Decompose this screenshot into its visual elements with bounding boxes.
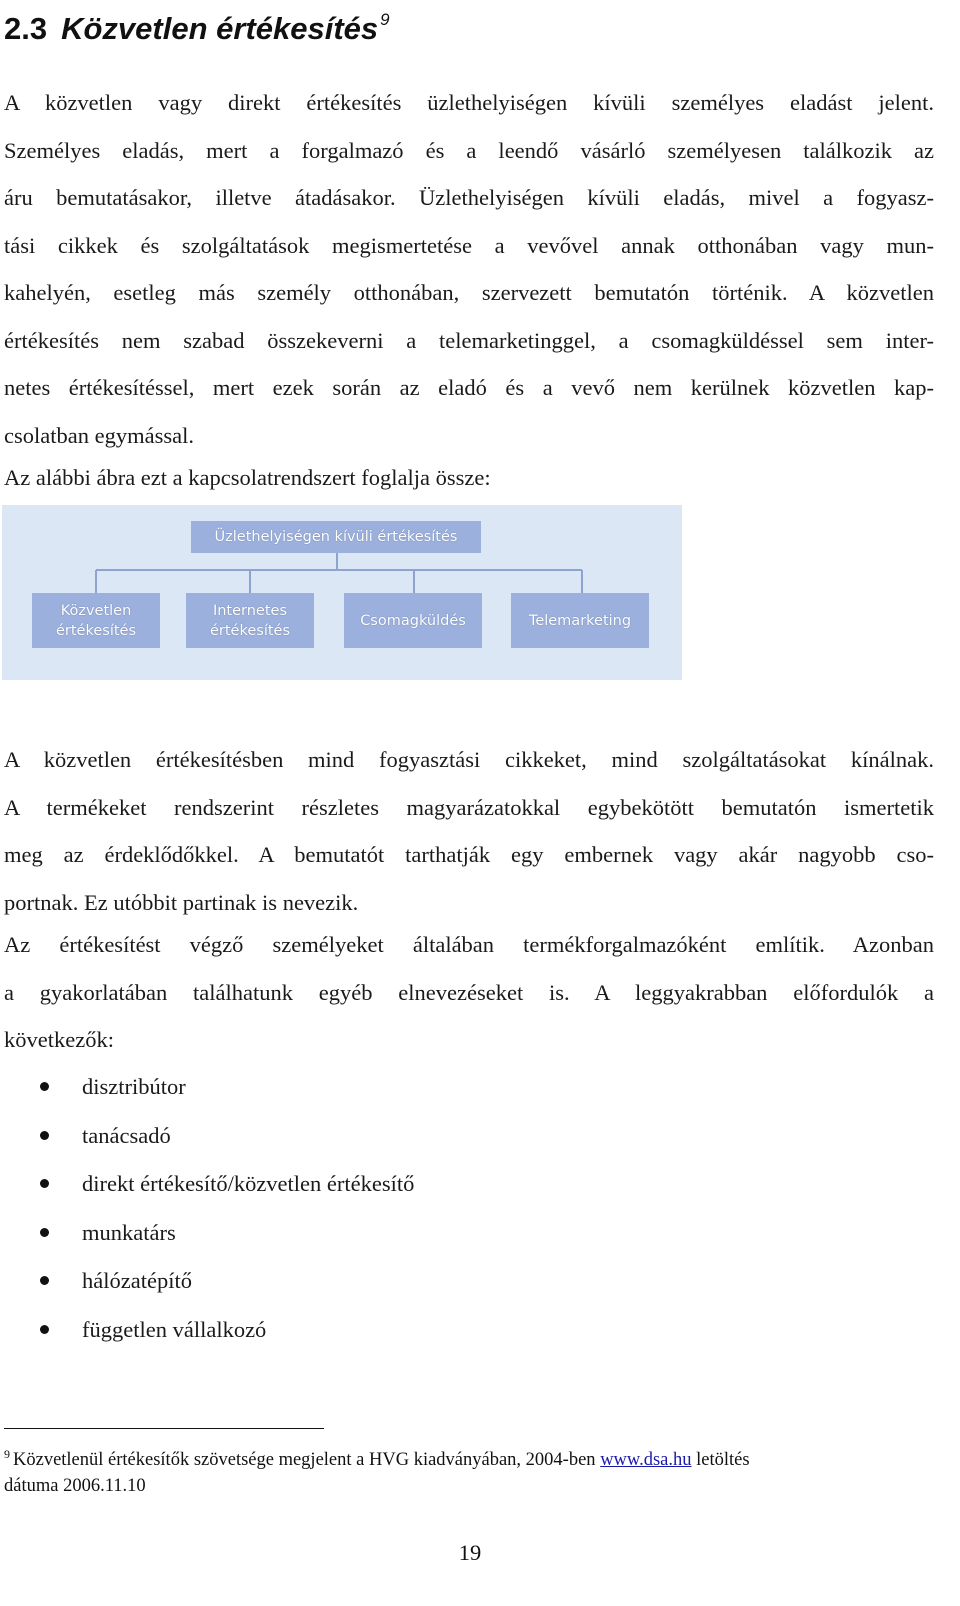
text-line: A közvetlen vagy direkt értékesítés üzlethelyiségen kívüli személyes eladást jelent. <box>4 90 934 115</box>
text-line: netes értékesítéssel, mert ezek során az eladó és a vevő nem kerülnek közvetlen kap- <box>4 375 934 400</box>
footnote-divider <box>4 1428 324 1429</box>
diagram-node-internetes <box>186 593 314 648</box>
diagram-root-box <box>191 521 481 553</box>
list-item-text: tanácsadó <box>82 1122 171 1148</box>
text-line: portnak. Ez utóbbit partinak is nevezik. <box>4 889 359 915</box>
text-line: A közvetlen értékesítésben mind fogyasztási cikkeket, mind szolgáltatásokat kínálnak. <box>4 747 934 772</box>
footnote-text: Közvetlenül értékesítők szövetsége megjelent a HVG kiadványában, 2004-ben <box>13 1450 601 1470</box>
diagram-root-label: Üzlethelyiségen kívüli értékesítés <box>214 529 458 545</box>
diagram-node-label: Telemarketing <box>528 612 632 629</box>
bullet-icon <box>40 1179 49 1188</box>
text-line: kahelyén, esetleg más személy otthonában, szervezett bemutatón történik. A közvetlen <box>4 280 934 305</box>
list-item-text: direkt értékesítő/közvetlen értékesítő <box>82 1171 415 1196</box>
footnote <box>4 1441 934 1499</box>
diagram-node-telemarketing <box>511 593 649 648</box>
diagram-node-label: Internetes <box>212 602 288 619</box>
text-line: értékesítés nem szabad összekeverni a telemarketinggel, a csomagküldéssel sem inter- <box>4 327 934 353</box>
bullet-icon <box>40 1325 49 1334</box>
list-item-text: munkatárs <box>82 1219 176 1245</box>
bullet-icon <box>40 1228 49 1237</box>
bullet-icon <box>40 1082 49 1091</box>
text-line: A termékeket rendszerint részletes magyarázatokkal egybekötött bemutatón ismertetik <box>4 794 934 820</box>
text-line: tási cikkek és szolgáltatások megismertetése a vevővel annak otthonában vagy mun- <box>4 232 934 258</box>
section-heading <box>4 0 390 49</box>
section-title: Közvetlen értékesítés <box>61 11 379 46</box>
footnote-text-after: letöltés <box>691 1450 750 1470</box>
diagram-node-label: értékesítés <box>209 622 291 639</box>
list-item-text: hálózatépítő <box>82 1268 192 1293</box>
bullet-icon <box>40 1276 49 1285</box>
text-line: áru bemutatásakor, illetve átadásakor. Üzlethelyiségen kívüli eladás, mivel a fogyasz- <box>4 185 934 210</box>
paragraph-intro <box>4 79 934 459</box>
section-number: 2.3 <box>4 11 48 46</box>
org-diagram <box>2 505 682 680</box>
text-line: következők: <box>4 1027 114 1052</box>
footnote-reference[interactable]: 9 <box>380 10 390 29</box>
paragraph-products <box>4 736 934 926</box>
text-line: Az értékesítést végző személyeket általában termékforgalmazóként említik. Azonban <box>4 932 934 957</box>
text-line: a gyakorlatában találhatunk egyéb elnevezéseket is. A leggyakrabban előfordulók a <box>4 979 934 1005</box>
diagram-node-csomagkuldes <box>344 593 482 648</box>
diagram-node-label: értékesítés <box>55 622 137 639</box>
diagram-node-kozvetlen <box>32 593 160 648</box>
bullet-icon <box>40 1131 49 1140</box>
text-line: Az alábbi ábra ezt a kapcsolatrendszert foglalja össze: <box>4 465 491 490</box>
text-line: csolatban egymással. <box>4 422 194 448</box>
paragraph-diagram-intro <box>4 454 934 502</box>
text-line: Személyes eladás, mert a forgalmazó és a leendő vásárló személyesen találkozik az <box>4 137 934 163</box>
footnote-link[interactable]: www.dsa.hu <box>600 1450 692 1470</box>
page-number: 19 <box>458 1540 482 1565</box>
list-item-text: disztribútor <box>82 1074 186 1099</box>
diagram-node-label: Közvetlen <box>60 602 132 619</box>
list-item-text: független vállalkozó <box>82 1316 267 1342</box>
footnote-mark: 9 <box>4 1447 10 1461</box>
diagram-node-label: Csomagküldés <box>360 612 466 629</box>
footnote-line2: dátuma 2006.11.10 <box>4 1476 146 1496</box>
paragraph-names <box>4 921 934 1064</box>
text-line: meg az érdeklődőkkel. A bemutatót tarthatják egy embernek vagy akár nagyobb cso- <box>4 842 934 867</box>
